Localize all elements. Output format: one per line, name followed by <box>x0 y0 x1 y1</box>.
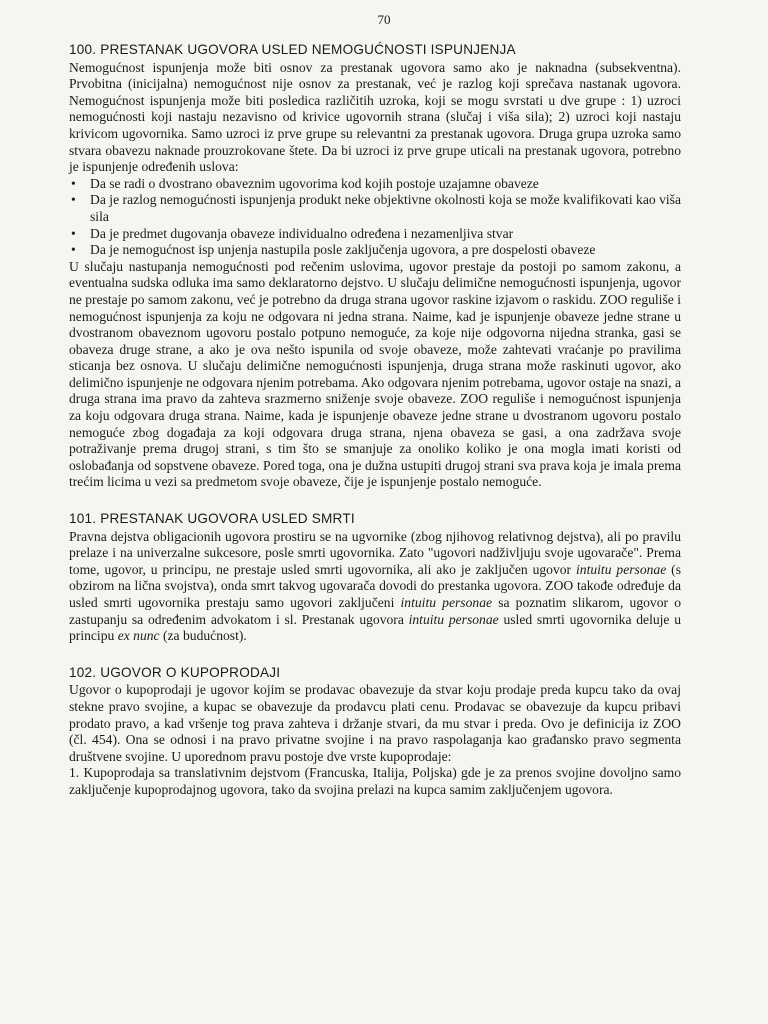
numbered-item: 1. Kupoprodaja sa translativnim dejstvom (Francuska, Italija, Poljska) gde je za prenos svojine dovoljno samo zaključenje kupoprodajnog ugovora, tako da svojina prelazi na kupca samim zaključenjem ugovora. <box>69 765 681 797</box>
latin-term: ex nunc <box>117 628 160 644</box>
list-item: • Da je razlog nemogućnosti ispunjenja produkt neke objektivne okolnosti koja se može kvalifikovati kao viša sila <box>69 192 681 225</box>
text-run: Pravna dejstva obligacionih ugovora prostiru se na ugvornike (zbog njihovog relativnog dejstva), ali po pravilu prelaze i na univerzalne sukcesore, posle smrti ugovornika. Zato "ugovori nadživljuju svoje ugovarače". Prema tome, ugovor, u principu, ne prestaje usled smrti ugovornika, ali ako je zaključen ugovor <box>69 528 681 577</box>
section-102 <box>69 665 681 799</box>
page-content <box>69 42 681 799</box>
section-heading: 100. PRESTANAK UGOVORA USLED NEMOGUĆNOSTI ISPUNJENJA <box>69 42 516 57</box>
latin-term: intuitu personae <box>576 561 667 577</box>
paragraph: Nemogućnost ispunjenja može biti osnov za prestanak ugovora samo ako je naknadna (subsekventna). Prvobitna (inicijalna) nemogućnost nije osnov za prestanak, već je razlog koji sprečava nastanak ugovora. Nemogućnost ispunjenja može biti posledica različitih uzroka, koji se mogu svrstati u dve grupe : 1) uzroci nemogućnosti koji nastaju nezavisno od krivice ugovornih strana (slučaj i viša sila); 2) uzroci koji nastaju krivicom ugovornika. Samo uzroci iz prve grupe su relevantni za prestanak ugovora. Druga grupa uzroka samo stvara obavezu naknade prouzrokovane štete. Da bi uzroci iz prve grupe uticali na prestanak ugovora, potrebno je ispunjenje određenih uslova: <box>69 59 681 175</box>
paragraph <box>69 529 681 645</box>
section-heading: 102. UGOVOR O KUPOPRODAJI <box>69 664 281 680</box>
section-101 <box>69 511 681 645</box>
list-item: • Da je predmet dugovanja obaveze individualno određena i nezamenljiva stvar <box>69 226 681 243</box>
section-heading: 101. PRESTANAK UGOVORA USLED SMRTI <box>69 511 355 527</box>
text-run: (s obzirom na lična svojstva), onda smrt takvog ugovarača dovodi do prestanka ugovora. ZOO takođe određuje da usled smrti ugovornika prestaju samo ugovori zaključeni <box>69 561 682 610</box>
text-run: usled smrti ugovornika deluje u principu <box>69 611 682 644</box>
list-item: • Da se radi o dvostrano obaveznim ugovorima kod kojih postoje uzajamne obaveze <box>69 176 681 193</box>
paragraph: Ugovor o kupoprodaji je ugovor kojim se prodavac obavezuje da stvar koju prodaje preda kupcu tako da ovaj stekne pravo svojine, a kupac se obavezuje da prodavcu plati cenu. Prodavac se obavezuje da kupcu pribavi prodato pravo, a kad vršenje tog prava zahteva i držanje stvari, da mu stvar i preda. Ovo je definicija iz ZOO (čl. 454). Ona se odnosi i na pravo privatne svojine i na pravo raspolaganja kao građansko pravo segmenta društvene svojine. U uporednom pravu postoje dve vrste kupoprodaje: <box>69 682 681 764</box>
latin-term: intuitu personae <box>400 595 493 610</box>
text-run: sa poznatim slikarom, ugovor o zastupanju sa određenim advokatom i sl. Prestanak ugovora <box>69 595 682 627</box>
condition-list <box>69 176 681 259</box>
page-number: 70 <box>377 12 391 27</box>
text-run: (za budućnost). <box>159 628 247 644</box>
paragraph: U slučaju nastupanja nemogućnosti pod rečenim uslovima, ugovor prestaje da postoji po samom zakonu, a eventualna sudska odluka ima samo deklaratorno dejstvo. U slučaju delimične nemogućnosti ispunjenja, ugovor ne prestaje po samom zakonu, već je potrebno da druga strana ugovor raskine izjavom o raskidu. ZOO reguliše i nemogućnost ispunjenja za koju ne odgovara ni jedna strana. Naime, kad je ispunjenje obaveze jedne strane u dvostranom obaveznom ugovoru postalo potpuno nemoguće, za koje nije odgovorna nijedna stranka, gasi se obaveza druge strane, a ako je ova nešto ispunila od svoje obaveze, može zahtevati vraćanje po pravilima sticanja bez osnova. U slučaju delimične nemogućnosti ispunjenja, druga strana može raskinuti ugovor, ako delimično ispunjenje ne odgovara njenim potrebama. Ako odgovara njenim potrebama, ugovor ostaje na snazi, a druga strana ima pravo da zahteva srazmerno sniženje svoje obaveze. ZOO reguliše i nemogućnost ispunjenja za koju odgovara druga strana. Naime, kada je ispunjenje obaveze jedne strane u dvostranom ugovoru postalo nemoguće zbog događaja za koji odgovara druga strana, njena obaveza se gasi, a ona zadržava svoje potraživanje prema drugoj strani, s tim što se smanjuje za onoliko koliko je ona mogla imati koristi od oslobađanja od sopstvene obaveze. Pored toga, ona je dužna ustupiti drugoj strani sva prava koja je imala prema trećim licima u vezi sa predmetom svoje obaveze, čije je ispunjenje postalo nemoguće. <box>69 258 681 490</box>
latin-term: intuitu personae <box>408 611 499 627</box>
section-100 <box>69 42 681 491</box>
list-item: • Da je nemogućnost isp unjenja nastupila posle zaključenja ugovora, a pre dospelosti obaveze <box>69 242 681 259</box>
